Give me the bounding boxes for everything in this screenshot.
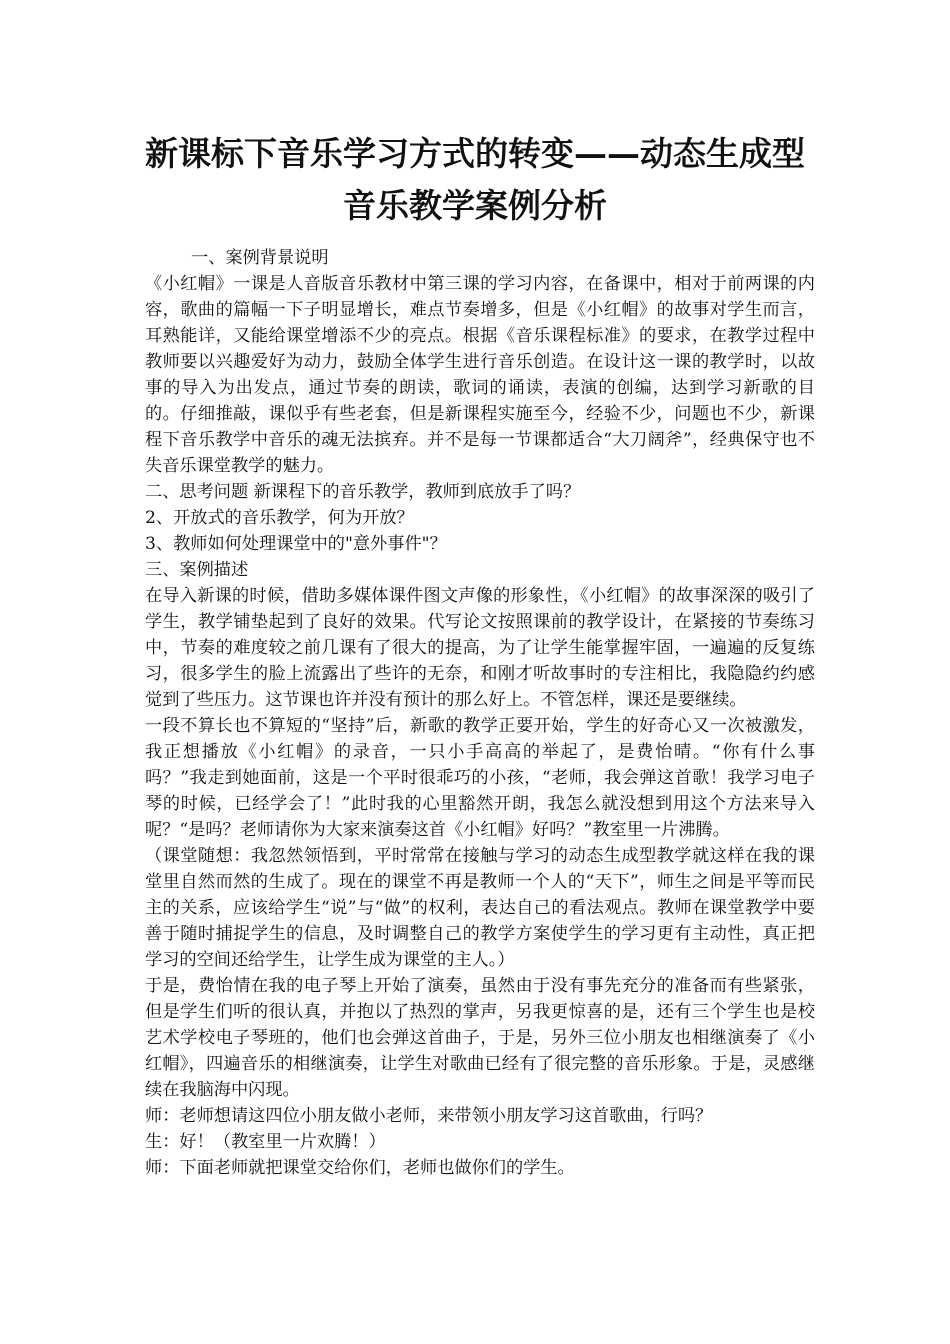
paragraph-performance: 于是，费怡情在我的电子琴上开始了演奏，虽然由于没有事先充分的准备而有些紧张，但是学生们听的很认真，并抱以了热烈的掌声，另我更惊喜的是，还有三个学生也是校艺术学校电子琴班的，他们也会弹这首曲子，于是，另外三位小朋友也相继演奏了《小红帽》，四遍音乐的相继演奏，让学生对歌曲已经有了很完整的音乐形象。于是，灵感继续在我脑海中闪现。 — [145, 976, 815, 1100]
question-2: 2、开放式的音乐教学，何为开放？ — [145, 508, 414, 528]
dialogue-student-1: 生：好！（教室里一片欢腾！） — [145, 1132, 386, 1152]
document-title-line-2: 音乐教学案例分析 — [343, 186, 607, 225]
document-title-line-1: 新课标下音乐学习方式的转变——动态生成型 — [145, 134, 805, 173]
section-heading-questions: 二、思考问题 新课程下的音乐教学，教师到底放手了吗？ — [145, 482, 581, 502]
paragraph-intro: 在导入新课的时候，借助多媒体课件图文声像的形象性，《小红帽》的故事深深的吸引了学生，教学铺垫起到了良好的效果。代写论文按照课前的教学设计，在紧接的节奏练习中，节奏的难度较之前几课有了很大的提高，为了让学生能掌握牢固，一遍遍的反复练习，很多学生的脸上流露出了些许的无奈，和刚才听故事时的专注相比，我隐隐约约感觉到了些压力。这节课也许并没有预计的那么好上。不管怎样，课还是要继续。 — [145, 586, 815, 710]
section-heading-background: 一、案例背景说明 — [191, 248, 329, 268]
paragraph-persist: 一段不算长也不算短的“坚持”后，新歌的教学正要开始，学生的好奇心又一次被激发，我正想播放《小红帽》的录音，一只小手高高的举起了，是费怡晴。“你有什么事吗？”我走到她面前，这是一个平时很乖巧的小孩，“老师，我会弹这首歌！我学习电子琴的时候，已经学会了！”此时我的心里豁然开朗，我怎么就没想到用这个方法来导入呢？“是吗？老师请你为大家来演奏这首《小红帽》好吗？”教室里一片沸腾。 — [145, 716, 815, 840]
paragraph-reflection: （课堂随想：我忽然领悟到，平时常常在接触与学习的动态生成型教学就这样在我的课堂里自然而然的生成了。现在的课堂不再是教师一个人的“天下”，师生之间是平等而民主的关系，应该给学生“说”与“做”的权利，表达自己的看法观点。教师在课堂教学中要善于随时捕捉学生的信息，及时调整自己的教学方案使学生的学习更有主动性，真正把学习的空间还给学生，让学生成为课堂的主人。） — [145, 846, 815, 970]
section-heading-description: 三、案例描述 — [145, 560, 249, 580]
paragraph-background: 《小红帽》一课是人音版音乐教材中第三课的学习内容，在备课中，相对于前两课的内容，歌曲的篇幅一下子明显增长，难点节奏增多，但是《小红帽》的故事对学生而言，耳熟能详，又能给课堂增添不少的亮点。根据《音乐课程标准》的要求，在教学过程中教师要以兴趣爱好为动力，鼓励全体学生进行音乐创造。在设计这一课的教学时，以故事的导入为出发点，通过节奏的朗读，歌词的诵读，表演的创编，达到学习新歌的目的。仔细推敲，课似乎有些老套，但是新课程实施至今，经验不少，问题也不少，新课程下音乐教学中音乐的魂无法摈弃。并不是每一节课都适合“大刀阔斧”，经典保守也不失音乐课堂教学的魅力。 — [145, 274, 815, 476]
dialogue-teacher-2: 师：下面老师就把课堂交给你们，老师也做你们的学生。 — [145, 1158, 575, 1178]
dialogue-teacher-1: 师：老师想请这四位小朋友做小老师，来带领小朋友学习这首歌曲，行吗？ — [145, 1106, 713, 1126]
document-body — [145, 245, 815, 1181]
question-3: 3、教师如何处理课堂中的"意外事件"？ — [145, 534, 447, 554]
